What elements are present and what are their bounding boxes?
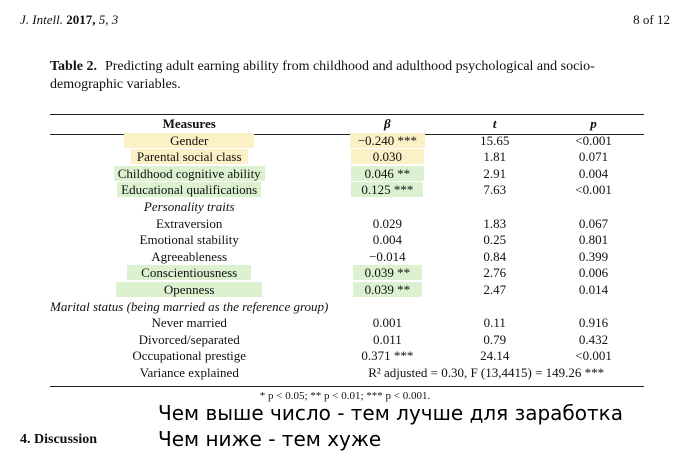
row-t: 1.81 <box>483 149 507 165</box>
row-p <box>543 299 644 316</box>
table-row <box>50 282 644 299</box>
row-t: 0.84 <box>483 248 507 264</box>
col-beta: β <box>384 116 391 131</box>
table-label: Table 2. <box>50 59 97 74</box>
table-row <box>50 182 644 199</box>
annotation-line-2: Чем ниже - тем хуже <box>158 427 382 451</box>
row-beta <box>328 199 446 216</box>
row-p: 0.067 <box>578 215 609 231</box>
row-p: 0.399 <box>578 248 609 264</box>
row-measure: Emotional stability <box>139 232 239 248</box>
row-p: <0.001 <box>575 348 612 364</box>
section-heading: 4. Discussion <box>20 432 98 447</box>
journal-year: 2017, <box>66 12 96 27</box>
results-table <box>50 116 644 382</box>
col-measures: Measures <box>162 116 216 131</box>
row-p: 0.801 <box>578 232 609 248</box>
row-t: 2.47 <box>483 281 507 297</box>
row-t: 0.25 <box>483 232 507 248</box>
row-beta: 0.011 <box>372 331 402 347</box>
row-t: 0.79 <box>483 331 507 347</box>
row-beta: 0.004 <box>372 232 402 248</box>
table-row <box>50 149 644 166</box>
row-p: 0.006 <box>578 265 609 281</box>
row-measure: Childhood cognitive ability <box>114 166 265 181</box>
row-measure: Agreeableness <box>151 248 228 264</box>
row-t: 2.76 <box>483 265 507 281</box>
table-row <box>50 216 644 233</box>
table-caption-text: Predicting adult earning ability from childhood and adulthood psychological and socio-demographic variables. <box>50 59 595 92</box>
journal-header <box>20 12 118 28</box>
row-measure: Personality traits <box>143 198 235 214</box>
row-t: 15.65 <box>480 132 510 148</box>
row-t: 24.14 <box>480 348 510 364</box>
row-p: 0.916 <box>578 315 609 331</box>
row-t: 2.91 <box>483 165 507 181</box>
row-t <box>446 199 543 216</box>
row-t: 7.63 <box>483 182 507 198</box>
row-beta: −0.240 *** <box>350 133 425 148</box>
table-row <box>50 133 644 150</box>
journal-volume: 5, 3 <box>98 12 119 27</box>
variance-row <box>50 365 644 382</box>
page-number: 8 of 12 <box>633 12 670 27</box>
row-measure: Marital status (being married as the reference group) <box>50 298 329 314</box>
row-beta: 0.029 <box>372 215 402 231</box>
row-beta: −0.014 <box>369 248 406 264</box>
table-row <box>50 232 644 249</box>
row-measure: Conscientiousness <box>127 265 251 280</box>
annotation-line-1: Чем выше число - тем лучше для заработка <box>158 401 623 425</box>
row-measure: Extraversion <box>155 215 223 231</box>
table-row <box>50 348 644 365</box>
row-measure: Gender <box>124 133 254 148</box>
row-p: 0.432 <box>578 331 609 347</box>
row-measure: Educational qualifications <box>117 182 261 197</box>
table-row <box>50 332 644 349</box>
table-row <box>50 249 644 266</box>
row-beta: 0.371 *** <box>361 348 414 364</box>
variance-value: R² adjusted = 0.30, F (13,4415) = 149.26 *** <box>368 364 605 380</box>
table-row <box>50 299 644 316</box>
row-p <box>543 199 644 216</box>
journal-name: J. Intell. <box>20 12 63 27</box>
row-p: <0.001 <box>575 182 612 198</box>
col-t: t <box>492 116 497 131</box>
row-t: 1.83 <box>483 215 507 231</box>
row-p: 0.004 <box>578 165 609 181</box>
table-row <box>50 265 644 282</box>
row-p: <0.001 <box>575 132 612 148</box>
table-header-row <box>50 116 644 133</box>
table-footnote: * p < 0.05; ** p < 0.01; *** p < 0.001. <box>259 390 431 402</box>
row-t: 0.11 <box>483 315 506 331</box>
row-t <box>446 299 543 316</box>
row-beta: 0.001 <box>372 315 402 331</box>
row-measure: Openness <box>116 282 263 297</box>
row-beta <box>328 299 446 316</box>
table-row <box>50 166 644 183</box>
variance-label: Variance explained <box>139 364 239 380</box>
row-beta: 0.039 ** <box>353 282 423 297</box>
row-p: 0.071 <box>578 149 609 165</box>
row-p: 0.014 <box>578 281 609 297</box>
table-row <box>50 199 644 216</box>
row-measure: Never married <box>151 315 227 331</box>
table-bottom-rule <box>50 386 644 387</box>
row-beta: 0.030 <box>351 149 424 164</box>
row-measure: Parental social class <box>131 149 248 164</box>
row-beta: 0.046 ** <box>351 166 425 181</box>
table-row <box>50 315 644 332</box>
row-beta: 0.039 ** <box>353 265 423 280</box>
table-top-rule <box>50 114 644 115</box>
table-caption <box>50 58 650 94</box>
row-beta: 0.125 *** <box>351 182 423 197</box>
row-measure: Occupational prestige <box>132 348 247 364</box>
col-p: p <box>590 116 597 131</box>
row-measure: Divorced/separated <box>138 331 240 347</box>
